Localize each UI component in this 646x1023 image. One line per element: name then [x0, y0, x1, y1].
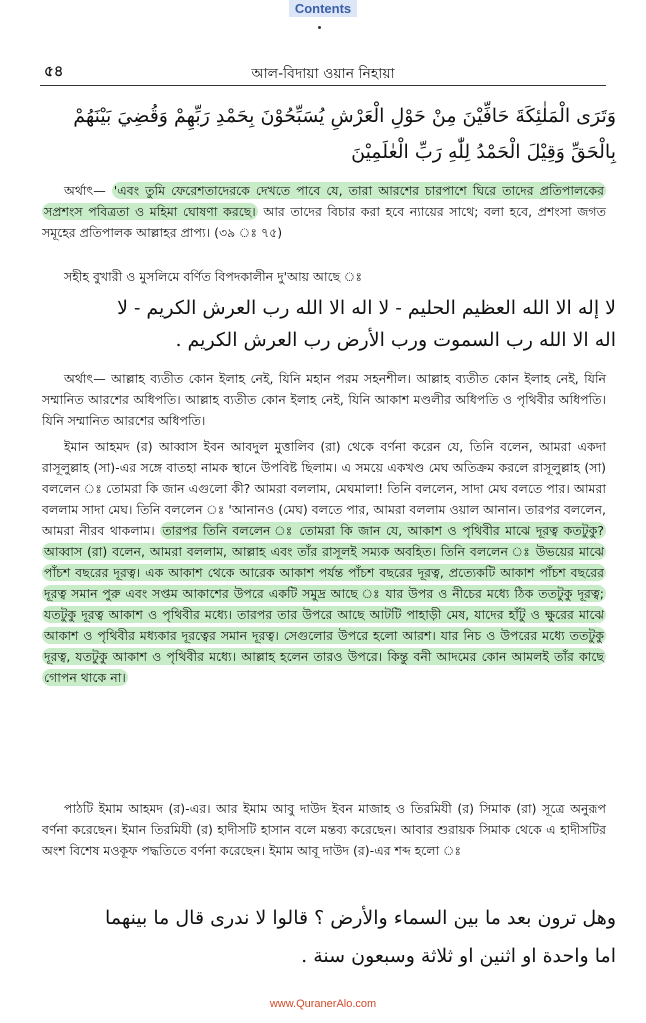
paragraph-sources: পাঠটি ইমাম আহমদ (র)-এর। আর ইমাম আবু দাউদ ইবন মাজাহ ও তিরমিযী (র) সিমাক (রা) সূত্রে অনুরূপ বর্ণনা করেছেন। ইমান তিরমিযী (র) হাদীসটি হাসান বলে মন্তব্য করেছেন। আবার শুরায়ক সিমাক থেকে এ হাদীসটির অংশ বিশেষ মওকূফ পদ্ধতিতে বর্ণনা করেছেন। ইমাম আবূ দাউদ (র)-এর শব্দ হলো ঃ [42, 801, 606, 858]
decorative-dot [318, 26, 321, 29]
contents-label[interactable]: Contents [289, 0, 357, 17]
contents-link[interactable] [0, 0, 646, 17]
para1-lead: অর্থাৎ— [64, 183, 112, 198]
header-rule [40, 85, 606, 86]
hadith-plain: ইমান আহমদ (র) আব্বাস ইবন আবদুল মুত্তালিব (রা) থেকে বর্ণনা করেন যে, তিনি বলেন, আমরা একদা রাসূলুল্লাহ (সা)-এর সঙ্গে বাতহা নামক স্থানে উপবিষ্ট ছিলাম। এ সময়ে একখণ্ড মেঘ অতিক্রম করলে রাসূলুল্লাহ (সা) বললেন ঃ তোমরা কি জান এগুলো কী? আমরা বললাম, মেঘমালা! তিনি বললেন, সাদা মেঘ বলতে পার। আমরা বললাম সাদা মেঘ। তিনি বললেন ঃ 'আনানও (মেঘ) বলতে পার, আমরা বললাম ওয়াল আনান। তারপর বললেন, আমরা নীরব থাকলাম। [42, 439, 606, 538]
arabic-verse: وَتَرَى الْمَلٰئِكَةَ حَافِّيْنَ مِنْ حَوْلِ الْعَرْشِ يُسَبِّحُوْنَ بِحَمْدِ رَبِّهِمْ وَقُضِيَ بَيْنَهُمْ بِالْحَقِّ وَقِيْلَ الْحَمْدُ لِلّٰهِ رَبِّ الْعٰلَمِيْنَ [73, 105, 616, 163]
arabic-final-line-1: وهل ترون بعد ما بين السماء والأرض ؟ قالوا لا ندرى قال ما بينهما [105, 907, 616, 929]
paragraph-translation-1 [42, 180, 606, 243]
page-number: ৫৪ [44, 62, 64, 80]
para1-rest: আর তাদের বিচার করা হবে ন্যায়ের সাথে; বলা হবে, প্রশংসা জগত সমূহের প্রতিপালক আল্লাহর প্রাপ্য। (৩৯ ঃ ৭৫) [42, 204, 606, 240]
paragraph-dua-intro: সহীহ বুখারী ও মুসলিমে বর্ণিত বিপদকালীন দু'আয় আছে ঃ [64, 269, 363, 284]
hadith-highlight: তারপর তিনি বললেন ঃ তোমরা কি জান যে, আকাশ ও পৃথিবীর মাঝে দূরত্ব কতটুকু? আব্বাস (রা) বলেন, আমরা বললাম, আল্লাহ এবং তাঁর রাসূলই সম্যক অবহিত। তিনি বললেন ঃ উভয়ের মাঝে পাঁচশ বছরের দূরত্ব। এক আকাশ থেকে আরেক আকাশ পর্যন্ত পাঁচশ বছরের দূরত্ব, প্রত্যেকটি আকাশ পাঁচশ বছরের দূরত্ব সমান পুরু এবং সপ্তম আকাশের উপরে একটি সমুদ্র আছে ঃ যার উপর ও নীচের মধ্যে ঠিক ততটুকু দূরত্ব; যতটুকু দূরত্ব আকাশ ও পৃথিবীর মধ্যে। তারপর তার উপরে আছে আটটি পাহাড়ী মেষ, যাদের হাঁটু ও ক্ষুরের মাঝে আকাশ ও পৃথিবীর মধ্যকার দূরত্বের সমান দূরত্ব। সেগুলোর উপরে হলো আরশ। যার নিচ ও উপরের মধ্যে ততটুকু দূরত্ব, যতটুকু আকাশ ও পৃথিবীর মধ্যে। আল্লাহ হলেন তারও উপরে। কিন্তু বনী আদমের কোন আমলই তাঁর কাছে গোপন থাকে না। [44, 523, 604, 685]
arabic-dua-line-2: اله الا الله رب السموت ورب الأرض رب العرش الكريم . [175, 329, 616, 351]
running-head: আল-বিদায়া ওয়ান নিহায়া [251, 66, 395, 82]
arabic-final-line-2: اما واحدة او اثنين او ثلاثة وسبعون سنة . [301, 945, 616, 967]
para1-highlight: 'এবং তুমি ফেরেশতাদেরকে দেখতে পাবে যে, তারা আরশের চারপাশে ঘিরে তাদের প্রতিপালকের সপ্রশংস পবিত্রতা ও মহিমা ঘোষণা করছে। [44, 183, 605, 219]
paragraph-translation-2: অর্থাৎ— আল্লাহ ব্যতীত কোন ইলাহ নেই, যিনি মহান পরম সহনশীল। আল্লাহ ব্যতীত কোন ইলাহ নেই, যিনি সম্মানিত আরশের অধিপতি। আল্লাহ ব্যতীত কোন ইলাহ নেই, যিনি আকাশ মণ্ডলীর অধিপতি ও পৃথিবীর অধিপতি। যিনি সম্মানিত আরশের অধিপতি। [42, 371, 606, 428]
arabic-dua-line-1: لا إله الا الله العظيم الحليم - لا اله الا الله رب العرش الكريم - لا [117, 297, 616, 319]
paragraph-hadith [42, 436, 606, 688]
footer-site-link[interactable]: www.QuranerAlo.com [269, 998, 377, 1010]
